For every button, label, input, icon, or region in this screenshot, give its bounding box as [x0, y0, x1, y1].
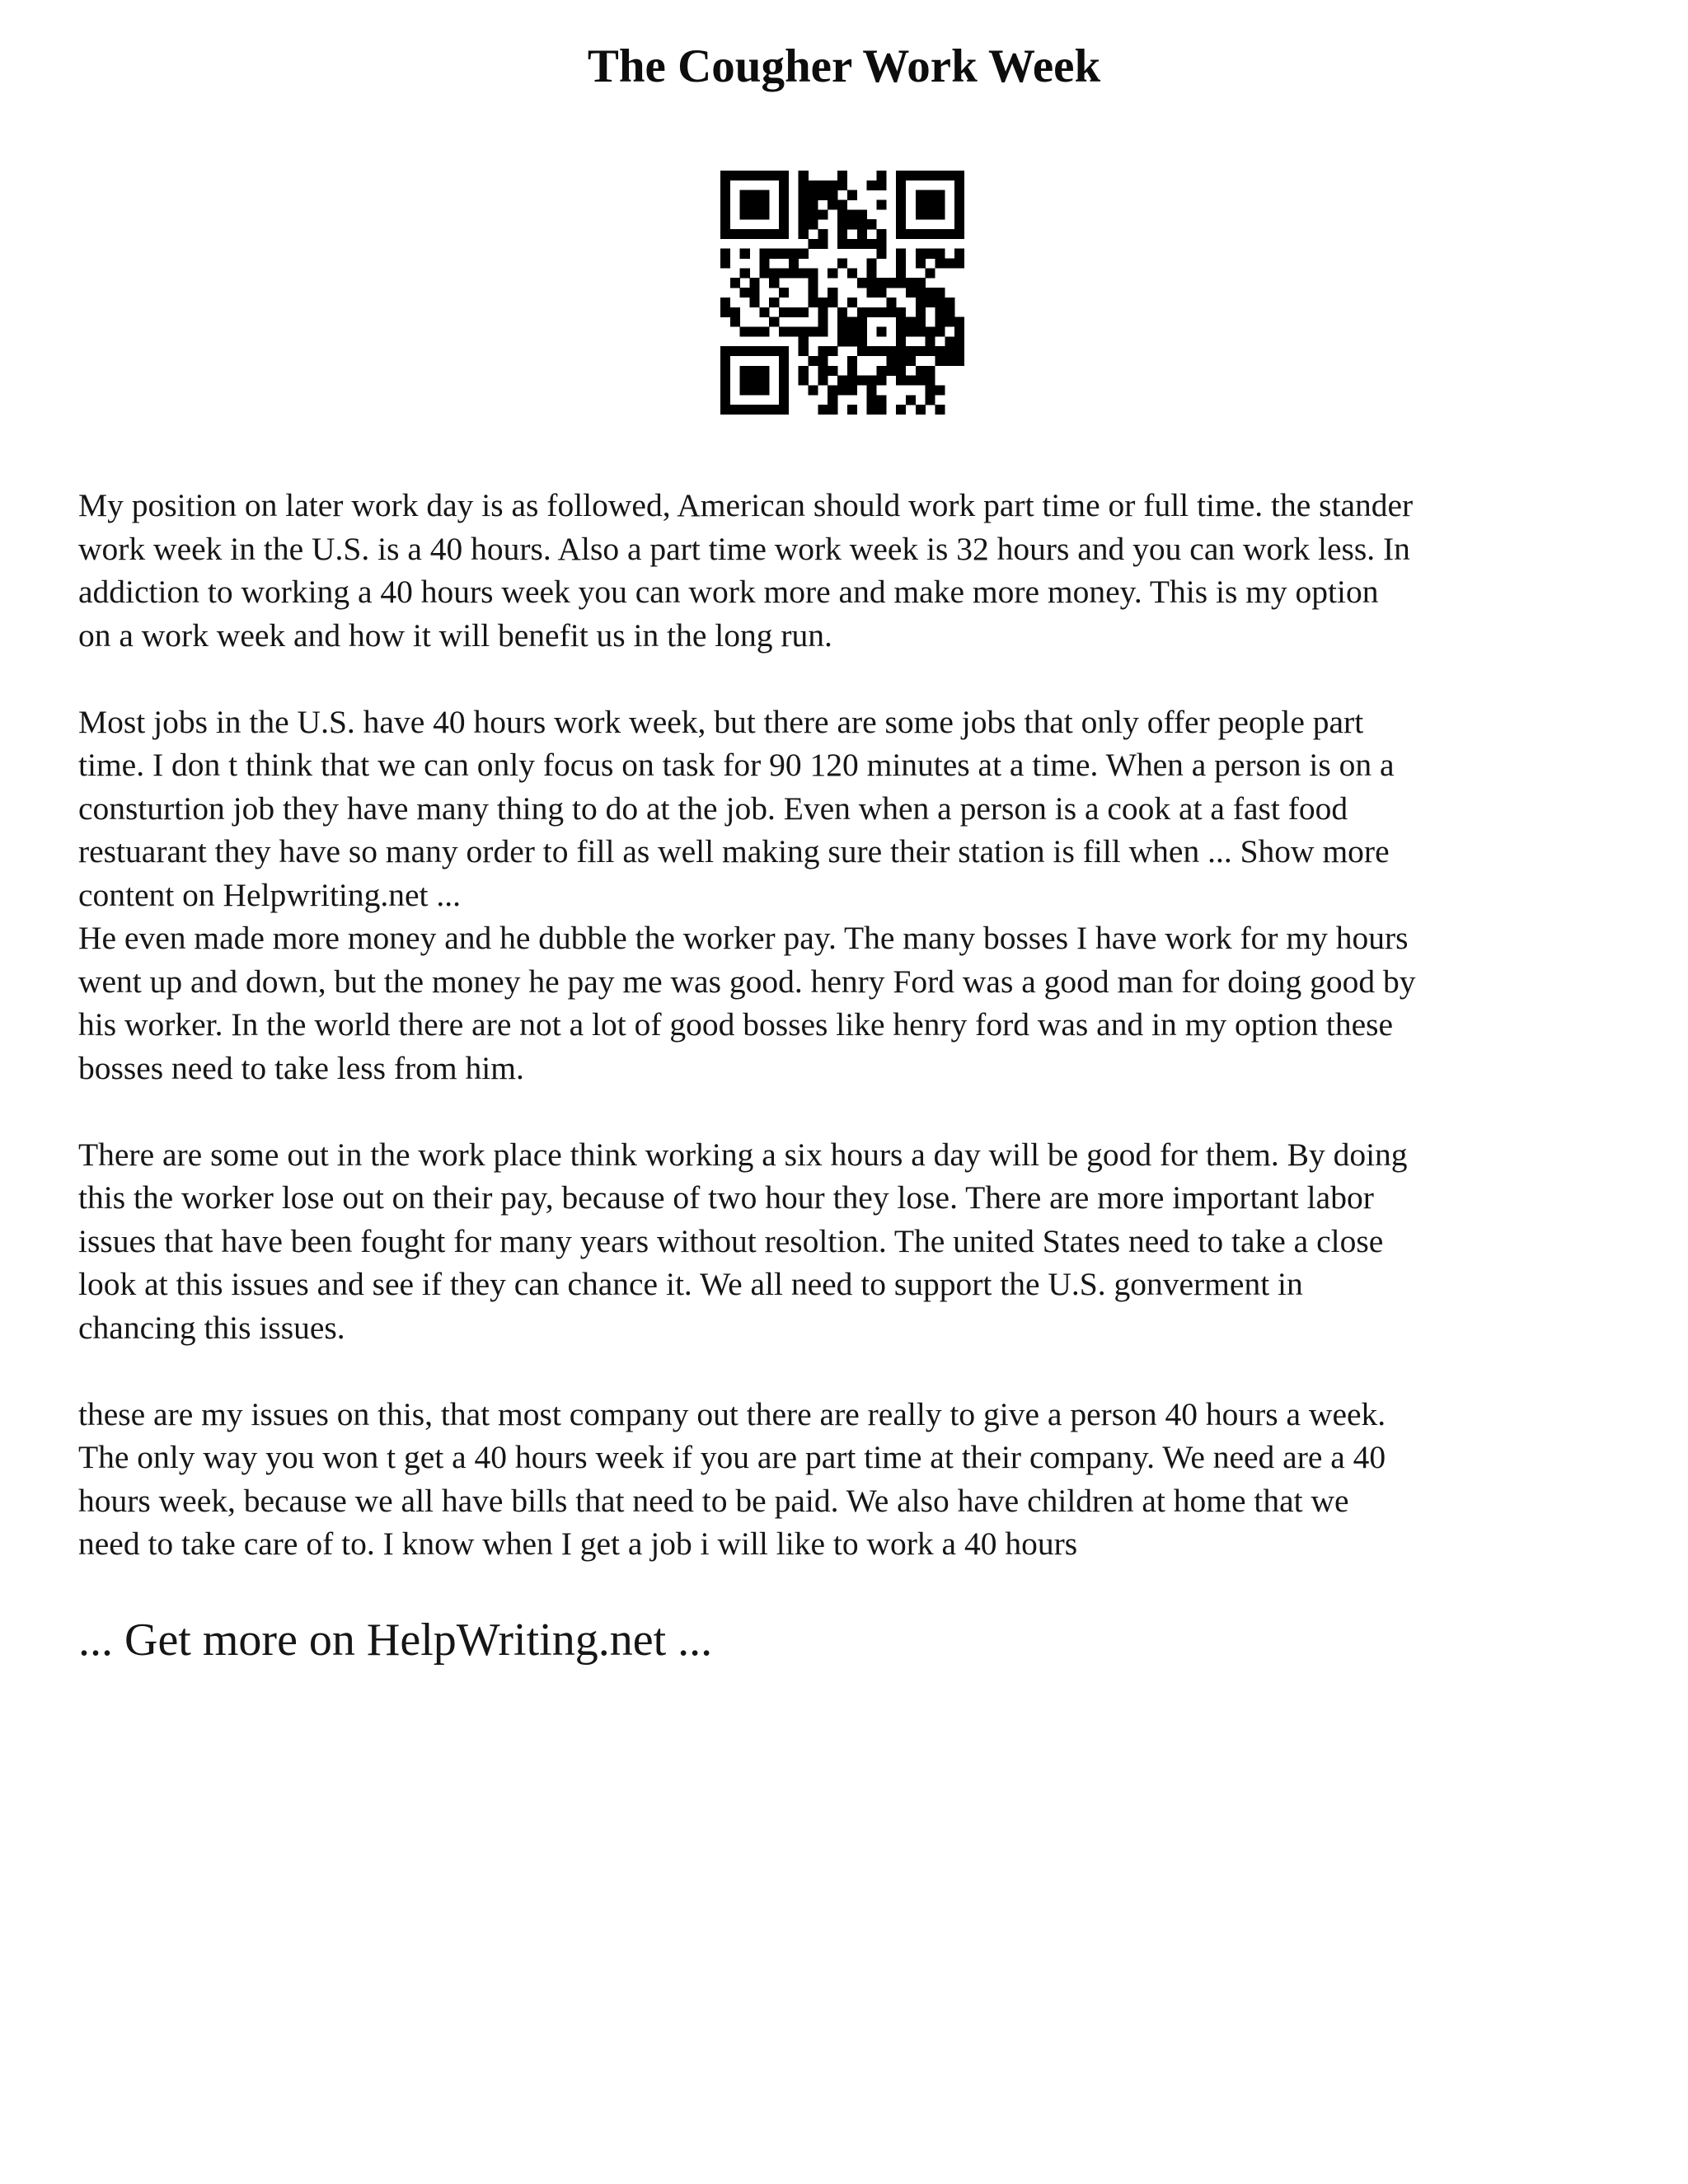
paragraph-4: There are some out in the work place think working a six hours a day will be good for them. By doing this the worker lose out on their pay, because of two hour they lose. There are more important labor issues that have been fought for many years without resoltion. The united States need to take a close look at this issues and see if they can chance it. We all need to support the U.S. gonverment in chancing this issues. — [78, 1136, 1408, 1346]
document-title: The Cougher Work Week — [587, 40, 1101, 92]
paragraph-1: My position on later work day is as followed, American should work part time or full time. the stander work week in the U.S. is a 40 hours. Also a part time work week is 32 hours and you can work less. In addiction to working a 40 hours week you can work more and make more money. This is my option on a work week and how it will benefit us in the long run. — [78, 487, 1414, 654]
paragraph-gap — [78, 1349, 1628, 1393]
paragraph-gap — [78, 1090, 1628, 1133]
get-more-link[interactable]: ... Get more on HelpWriting.net ... — [78, 1615, 713, 1666]
paragraph-gap — [78, 657, 1628, 701]
paragraph-3: He even made more money and he dubble the worker pay. The many bosses I have work for my hours went up and down, but the money he pay me was good. henry Ford was a good man for doing good by his worker. In the world there are not a lot of good bosses like henry ford was and in my option these bosses need to take less from him. — [78, 920, 1416, 1086]
paragraph-2: Most jobs in the U.S. have 40 hours work week, but there are some jobs that only offer people part time. I don t think that we can only focus on task for 90 120 minutes at a time. When a person is on a consturtion job they have many thing to do at the job. Even when a person is a cook at a fast food restuarant they have so many order to fill as well making sure their station is fill when ... Show more content on Helpwriting.net ... — [78, 703, 1395, 913]
qr-code-graphic — [720, 171, 964, 415]
essay-body — [78, 484, 1628, 1566]
qr-code-icon[interactable] — [720, 171, 964, 415]
paragraph-5: these are my issues on this, that most company out there are really to give a person 40 hours a week. The only way you won t get a 40 hours week if you are part time at their company. We need are a 40 hours week, because we all have bills that need to be paid. We also have children at home that we need to take care of to. I know when I get a job i will like to work a 40 hours — [78, 1395, 1386, 1562]
